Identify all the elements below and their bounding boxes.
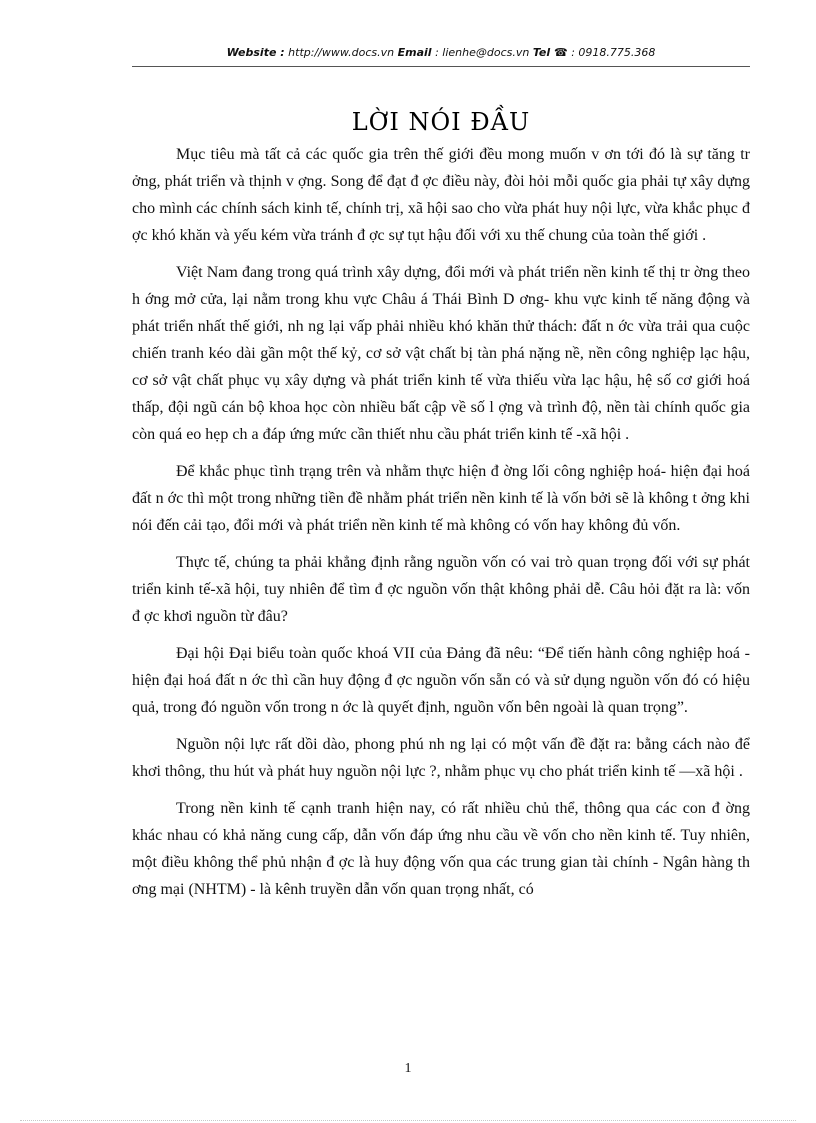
website-label: Website : bbox=[226, 46, 285, 59]
email-label: Email bbox=[397, 46, 432, 59]
paragraph: Để khắc phục tình trạng trên và nhằm thực hiện đ ờng lối công nghiệp hoá- hiện đại hoá đất n ớc thì một trong những tiền đề nhằm phát triển nền kinh tế là vốn bởi sẽ là không t ởng khi nói đến cải tạo, đổi mới và phát triển nền kinh tế mà không có vốn hay không đủ vốn. bbox=[132, 463, 750, 534]
document-title: LỜI NÓI ĐẦU bbox=[351, 108, 531, 136]
document-body bbox=[132, 141, 750, 913]
footer-divider bbox=[20, 1120, 796, 1121]
email-address[interactable]: : lienhe@docs.vn bbox=[435, 46, 530, 59]
tel-label: Tel ☎ bbox=[532, 46, 568, 59]
page-number: 1 bbox=[404, 1061, 412, 1076]
paragraph: Đại hội Đại biểu toàn quốc khoá VII của Đảng đã nêu: “Để tiến hành công nghiệp hoá - hiện đại hoá đất n ớc thì cần huy động đ ợc nguồn vốn sẵn có và sử dụng nguồn vốn đó có hiệu quả, trong đó nguồn vốn trong n ớc là quyết định, nguồn vốn bên ngoài là quan trọng”. bbox=[132, 645, 750, 716]
paragraph: Việt Nam đang trong quá trình xây dựng, đổi mới và phát triển nền kinh tế thị tr ờng theo h ớng mở cửa, lại nằm trong khu vực Châu á Thái Bình D ơng- khu vực kinh tế năng động và phát triển nhất thế giới, nh ng lại vấp phải nhiều khó khăn thử thách: đất n ớc vừa trải qua cuộc chiến tranh kéo dài gần một thế kỷ, cơ sở vật chất bị tàn phá nặng nề, nền công nghiệp lạc hậu, cơ sở vật chất phục vụ xây dựng và phát triển kinh tế vừa thiếu vừa lạc hậu, hệ số cơ giới hoá thấp, đội ngũ cán bộ khoa học còn nhiều bất cập về số l ợng và trình độ, nền tài chính quốc gia còn quá eo hẹp ch a đáp ứng mức cần thiết nhu cầu phát triển kinh tế -xã hội . bbox=[132, 264, 750, 443]
paragraph: Mục tiêu mà tất cả các quốc gia trên thế giới đều mong muốn v ơn tới đó là sự tăng tr ởng, phát triển và thịnh v ợng. Song để đạt đ ợc điều này, đòi hỏi mỗi quốc gia phải tự xây dựng cho mình các chính sách kinh tế, chính trị, xã hội sao cho vừa phát huy nội lực, vừa khắc phục đ ợc khó khăn và yếu kém vừa tránh đ ợc sự tụt hậu đối với xu thế chung của toàn thế giới . bbox=[132, 146, 750, 244]
paragraph: Trong nền kinh tế cạnh tranh hiện nay, có rất nhiều chủ thể, thông qua các con đ ờng khác nhau có khả năng cung cấp, dẫn vốn đáp ứng nhu cầu về vốn cho nền kinh tế. Tuy nhiên, một điều không thể phủ nhận đ ợc là huy động vốn qua các trung gian tài chính - Ngân hàng th ơng mại (NHTM) - là kênh truyền dẫn vốn quan trọng nhất, có bbox=[132, 800, 750, 898]
website-url[interactable]: http://www.docs.vn bbox=[288, 46, 395, 59]
tel-number: : 0918.775.368 bbox=[571, 46, 656, 59]
paragraph: Nguồn nội lực rất dồi dào, phong phú nh ng lại có một vấn đề đặt ra: bằng cách nào để khơi thông, thu hút và phát huy nguồn nội lực ?, nhằm phục vụ cho phát triển kinh tế —xã hội . bbox=[132, 736, 750, 780]
page-header bbox=[132, 46, 750, 59]
paragraph: Thực tế, chúng ta phải khẳng định rằng nguồn vốn có vai trò quan trọng đối với sự phát triển kinh tế-xã hội, tuy nhiên để tìm đ ợc nguồn vốn thật không phải dễ. Câu hỏi đặt ra là: vốn đ ợc khơi nguồn từ đâu? bbox=[132, 554, 750, 625]
header-divider bbox=[132, 66, 750, 67]
